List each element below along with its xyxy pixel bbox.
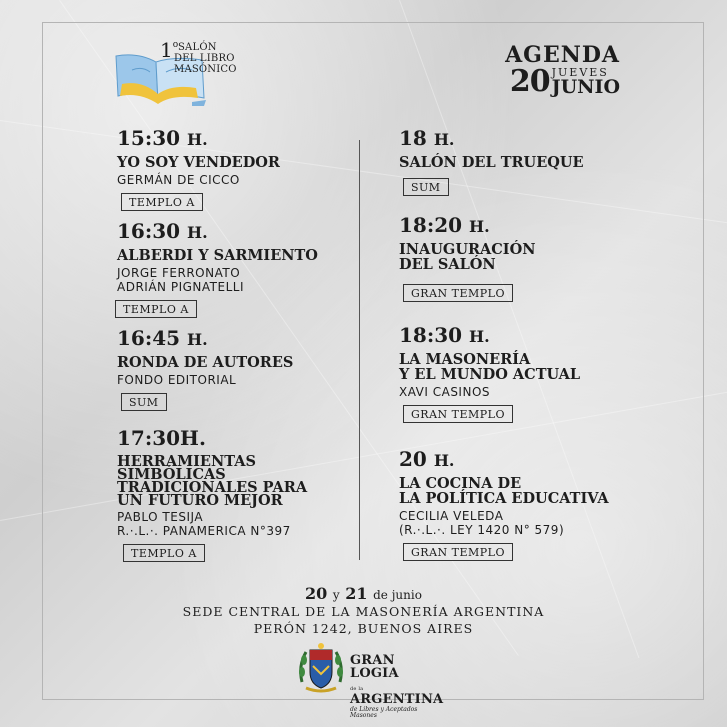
agenda-day: 20 bbox=[509, 64, 550, 99]
event-time: 16:30 H. bbox=[117, 219, 208, 243]
event-title: RONDA DE AUTORES bbox=[117, 354, 294, 371]
event-speaker: PABLO TESIJA R.·.L.·. PANAMERICA N°397 bbox=[117, 510, 291, 538]
gran-logia-logo bbox=[296, 642, 444, 719]
event-time: 15:30 H. bbox=[117, 126, 208, 150]
agenda-date bbox=[500, 64, 620, 99]
event-time: 20 H. bbox=[399, 447, 455, 471]
column-divider bbox=[359, 140, 360, 560]
salon-logo bbox=[112, 38, 272, 108]
event-1730 bbox=[117, 427, 307, 562]
event-title: HERRAMIENTAS SIMBÓLICAS TRADICIONALES PARA UN FUTURO MEJOR bbox=[117, 453, 308, 509]
event-title: LA MASONERÍA Y EL MUNDO ACTUAL bbox=[399, 351, 581, 383]
agenda-weekday: JUEVES bbox=[551, 65, 609, 79]
venue-tag: GRAN TEMPLO bbox=[403, 284, 513, 302]
event-1830 bbox=[399, 324, 580, 423]
event-1645 bbox=[117, 327, 293, 411]
venue-tag: GRAN TEMPLO bbox=[403, 405, 513, 423]
event-1630 bbox=[117, 220, 318, 318]
footer-venue: SEDE CENTRAL DE LA MASONERÍA ARGENTINA bbox=[182, 604, 545, 619]
event-title: SALÓN DEL TRUEQUE bbox=[399, 154, 584, 171]
venue-tag: SUM bbox=[403, 178, 449, 196]
event-18 bbox=[399, 127, 584, 196]
event-title: YO SOY VENDEDOR bbox=[117, 154, 280, 171]
event-time: 17:30H. bbox=[117, 426, 206, 450]
event-speaker: FONDO EDITORIAL bbox=[117, 373, 237, 387]
event-title: INAUGURACIÓN DEL SALÓN bbox=[399, 241, 536, 273]
event-1820 bbox=[399, 214, 535, 302]
event-title: LA COCINA DE LA POLÍTICA EDUCATIVA bbox=[399, 475, 609, 507]
footer-dates: 20 y 21 de junio bbox=[305, 584, 422, 603]
event-20 bbox=[399, 448, 609, 561]
event-speaker: JORGE FERRONATO ADRIÁN PIGNATELLI bbox=[117, 266, 244, 294]
agenda-title: AGENDA bbox=[505, 42, 620, 68]
event-speaker: GERMÁN DE CICCO bbox=[117, 173, 240, 187]
event-footer bbox=[0, 584, 727, 637]
event-1530 bbox=[117, 127, 280, 211]
event-speaker: XAVI CASINOS bbox=[399, 385, 491, 399]
logo-title: SALÓN DEL LIBRO MASÓNICO bbox=[174, 42, 237, 75]
venue-tag: TEMPLO A bbox=[115, 300, 197, 318]
event-time: 18 H. bbox=[399, 126, 455, 150]
logo-edition-number: 1$^o$ bbox=[160, 38, 179, 62]
venue-tag: TEMPLO A bbox=[121, 193, 203, 211]
event-title: ALBERDI Y SARMIENTO bbox=[117, 247, 318, 264]
agenda-header bbox=[500, 42, 620, 99]
event-time: 18:30 H. bbox=[399, 323, 490, 347]
agenda-month: JUNIO bbox=[551, 75, 620, 98]
laurel-shield-icon bbox=[296, 642, 346, 694]
venue-tag: TEMPLO A bbox=[123, 544, 205, 562]
event-speaker: CECILIA VELEDA (R.·.L.·. LEY 1420 N° 579) bbox=[399, 509, 565, 537]
venue-tag: GRAN TEMPLO bbox=[403, 543, 513, 561]
footer-address: PERÓN 1242, BUENOS AIRES bbox=[253, 621, 474, 636]
event-time: 18:20 H. bbox=[399, 213, 490, 237]
venue-tag: SUM bbox=[121, 393, 167, 411]
gran-logia-text: GRAN LOGIA de la ARGENTINA de Libres y Aceptados Masones bbox=[350, 653, 444, 719]
event-time: 16:45 H. bbox=[117, 326, 208, 350]
